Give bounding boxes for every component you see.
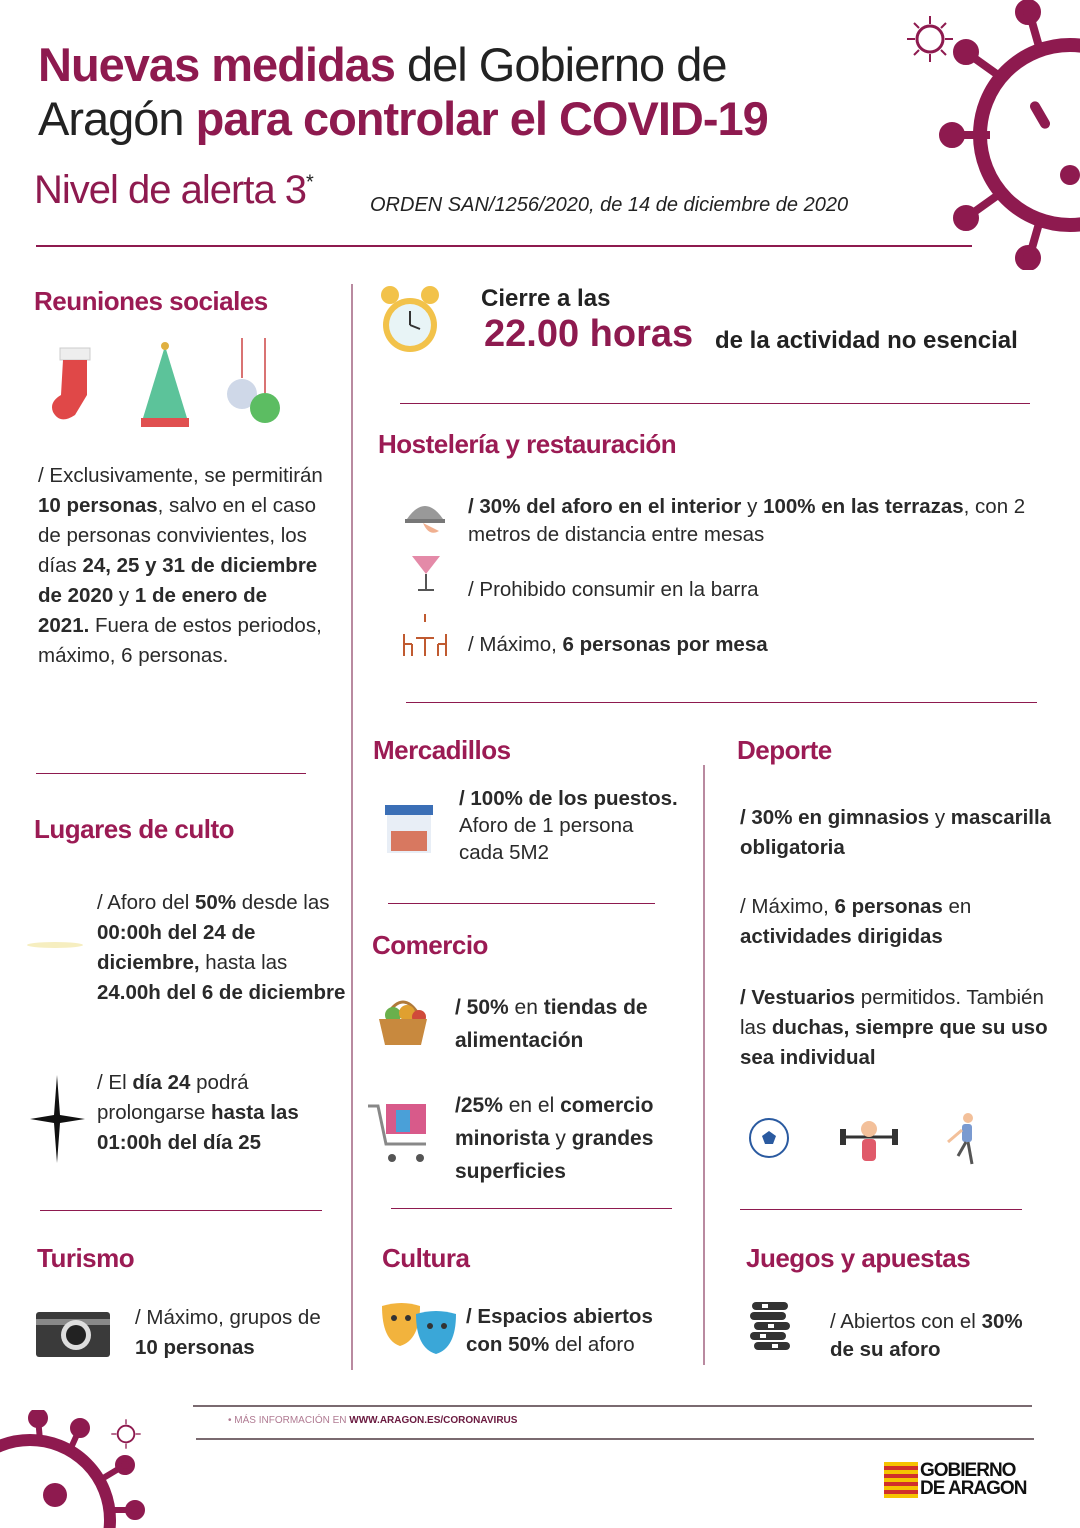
christmas-tree-icon: [135, 338, 195, 430]
star-icon: [30, 1075, 85, 1163]
text: y: [741, 495, 764, 518]
page-title: [38, 38, 768, 146]
bold-text: / 50%: [455, 996, 509, 1019]
soccer-ball-icon: [748, 1117, 790, 1159]
section-title-cultura: Cultura: [382, 1243, 470, 1273]
footer-divider-top: [193, 1405, 1032, 1407]
cierre-time: 22.00 horas: [484, 313, 694, 355]
comercio-item-alimentacion: [455, 991, 690, 1057]
alert-level: [34, 168, 313, 213]
title-line-1: [38, 38, 768, 92]
divider: [40, 1210, 322, 1211]
bold-text: 1 de enero de 2021.: [38, 584, 268, 637]
bold-text: / Vestuarios: [740, 986, 856, 1009]
bold-text: hasta las 01:00h del día 25: [97, 1101, 299, 1154]
deporte-item-actividades: [740, 892, 1060, 952]
weightlifting-icon: [838, 1115, 900, 1165]
bold-text: 30% de su aforo: [830, 1310, 1023, 1361]
cierre-rest: de la actividad no esencial: [715, 327, 1018, 354]
text: / Exclusivamente, se permitirán: [38, 464, 323, 487]
market-stall-icon: [383, 803, 435, 855]
hosteleria-item-aforo: [468, 493, 1038, 549]
table-chairs-icon: [400, 612, 450, 658]
divider: [740, 1209, 1022, 1210]
section-title-deporte: Deporte: [737, 735, 832, 765]
runner-icon: [942, 1112, 982, 1168]
bold-text: / 30% en gimnasios: [740, 806, 930, 829]
divider: [400, 403, 1030, 404]
column-divider-2: [703, 765, 705, 1365]
text: permitidos. También las: [740, 986, 1044, 1039]
turismo-text: [135, 1303, 335, 1363]
bold-text: duchas, siempre que su uso sea individual: [740, 1016, 1048, 1069]
column-divider-1: [351, 284, 353, 1370]
christmas-ornaments-icon: [225, 338, 285, 428]
text: y: [549, 1127, 572, 1150]
bold-text: 00:00h del 24 de diciembre,: [97, 921, 256, 974]
camera-icon: [36, 1307, 110, 1357]
text: / Máximo, grupos de: [135, 1306, 321, 1329]
text: y: [929, 806, 951, 829]
culto-item-aforo: [97, 888, 347, 1008]
text: en: [942, 895, 972, 918]
alarm-clock-icon: [378, 283, 442, 359]
text: Aragón: [38, 92, 196, 145]
text: del Gobierno de: [394, 38, 727, 91]
text: / Abiertos con el: [830, 1310, 982, 1333]
divider: [36, 773, 306, 774]
serving-cloche-icon: [403, 493, 447, 537]
bold-text: /25%: [455, 1094, 503, 1117]
text: , salvo en el caso de personas convivientes, los días: [38, 494, 317, 577]
section-title-mercadillos: Mercadillos: [373, 735, 511, 765]
text: / Prohibido consumir en la barra: [468, 578, 759, 601]
food-basket-icon: [375, 993, 431, 1047]
title-line-2: [38, 92, 768, 146]
bold-text: tiendas de alimentación: [455, 996, 648, 1052]
text: podrá prolongarse: [97, 1071, 249, 1124]
more-info-prefix: MÁS INFORMACIÓN EN: [234, 1415, 350, 1426]
section-title-comercio: Comercio: [372, 930, 488, 960]
christmas-stocking-icon: [45, 340, 100, 425]
logo-line-1: GOBIERNO: [920, 1460, 1016, 1481]
text: Fuera de estos periodos, máximo, 6 personas.: [38, 614, 322, 667]
logo-line-2: DE ARAGON: [920, 1478, 1027, 1499]
reuniones-text: [38, 461, 323, 671]
bold-text: / 100% de los puestos.: [459, 787, 678, 810]
bold-text: día 24: [132, 1071, 191, 1094]
bold-text: para controlar el COVID-19: [195, 92, 768, 145]
bold-text: 10 personas: [135, 1336, 255, 1359]
section-title-hosteleria: Hostelería y restauración: [378, 429, 677, 459]
section-title-juegos: Juegos y apuestas: [746, 1243, 971, 1273]
casino-chips-icon: [748, 1300, 792, 1358]
bold-text: 10 personas: [38, 494, 158, 517]
text: / Aforo del: [97, 891, 196, 914]
text: en: [508, 996, 544, 1019]
text: y: [113, 584, 135, 607]
header-divider: [36, 245, 972, 247]
bullet: •: [228, 1415, 235, 1426]
shopping-cart-icon: [366, 1100, 434, 1166]
deporte-item-vestuarios: [740, 983, 1070, 1073]
cultura-text: [466, 1303, 691, 1359]
order-reference: ORDEN SAN/1256/2020, de 14 de diciembre de 2020: [370, 194, 849, 216]
gobierno-aragon-logo: [884, 1462, 1026, 1498]
more-info-link[interactable]: WWW.ARAGON.ES/CORONAVIRUS: [349, 1415, 518, 1426]
deporte-item-gimnasios: [740, 803, 1060, 863]
bold-text: 6 personas: [834, 895, 943, 918]
bold-text: 100% en las terrazas: [763, 495, 964, 518]
bold-text: 6 personas por mesa: [562, 633, 768, 656]
small-virus-icon: [110, 1418, 142, 1450]
alert-asterisk: *: [306, 171, 313, 194]
section-title-culto: Lugares de culto: [34, 814, 235, 844]
more-info: [228, 1415, 517, 1426]
small-virus-icon: [905, 14, 955, 64]
alert-level-text: Nivel de alerta 3: [34, 168, 307, 212]
bold-text: / Espacios abiertos con 50%: [466, 1305, 653, 1356]
bold-text: Nuevas medidas: [38, 38, 395, 91]
juegos-text: [830, 1308, 1030, 1364]
text: , con 2 metros de distancia entre mesas: [468, 495, 1026, 546]
bold-text: grandes superficies: [455, 1127, 654, 1183]
aragon-flag-icon: [884, 1462, 918, 1498]
theater-masks-icon: [380, 1300, 458, 1356]
cocktail-icon: [410, 552, 442, 594]
divider: [406, 702, 1037, 703]
comercio-item-minorista: [455, 1089, 695, 1188]
hosteleria-item-barra: [468, 575, 759, 605]
text: del aforo: [549, 1333, 635, 1356]
divider: [391, 1208, 672, 1209]
bold-text: comercio minorista: [455, 1094, 654, 1150]
mercadillos-text: [459, 785, 679, 866]
text: en el: [502, 1094, 561, 1117]
text: desde las: [236, 891, 330, 914]
cierre-line1: Cierre a las: [481, 285, 611, 312]
footer-divider-bottom: [196, 1438, 1034, 1440]
text: / El: [97, 1071, 133, 1094]
section-title-turismo: Turismo: [37, 1243, 135, 1273]
bold-text: 24, 25 y 31 de diciembre de 2020: [38, 554, 318, 607]
divider: [388, 903, 655, 904]
bold-text: mascarilla obligatoria: [740, 806, 1052, 859]
text: Aforo de 1 persona cada 5M2: [459, 814, 634, 864]
bold-text: actividades dirigidas: [740, 925, 943, 948]
text: hasta las: [199, 951, 288, 974]
culto-item-dia-24: [97, 1068, 337, 1158]
bold-text: 50%: [195, 891, 237, 914]
light-glow-icon: [25, 935, 85, 955]
bold-text: 24.00h del 6 de diciembre: [97, 981, 346, 1004]
bold-text: / 30% del aforo en el interior: [468, 495, 742, 518]
section-title-reuniones: Reuniones sociales: [34, 286, 268, 316]
text: / Máximo,: [468, 633, 563, 656]
hosteleria-item-mesa: [468, 630, 768, 660]
text: / Máximo,: [740, 895, 835, 918]
